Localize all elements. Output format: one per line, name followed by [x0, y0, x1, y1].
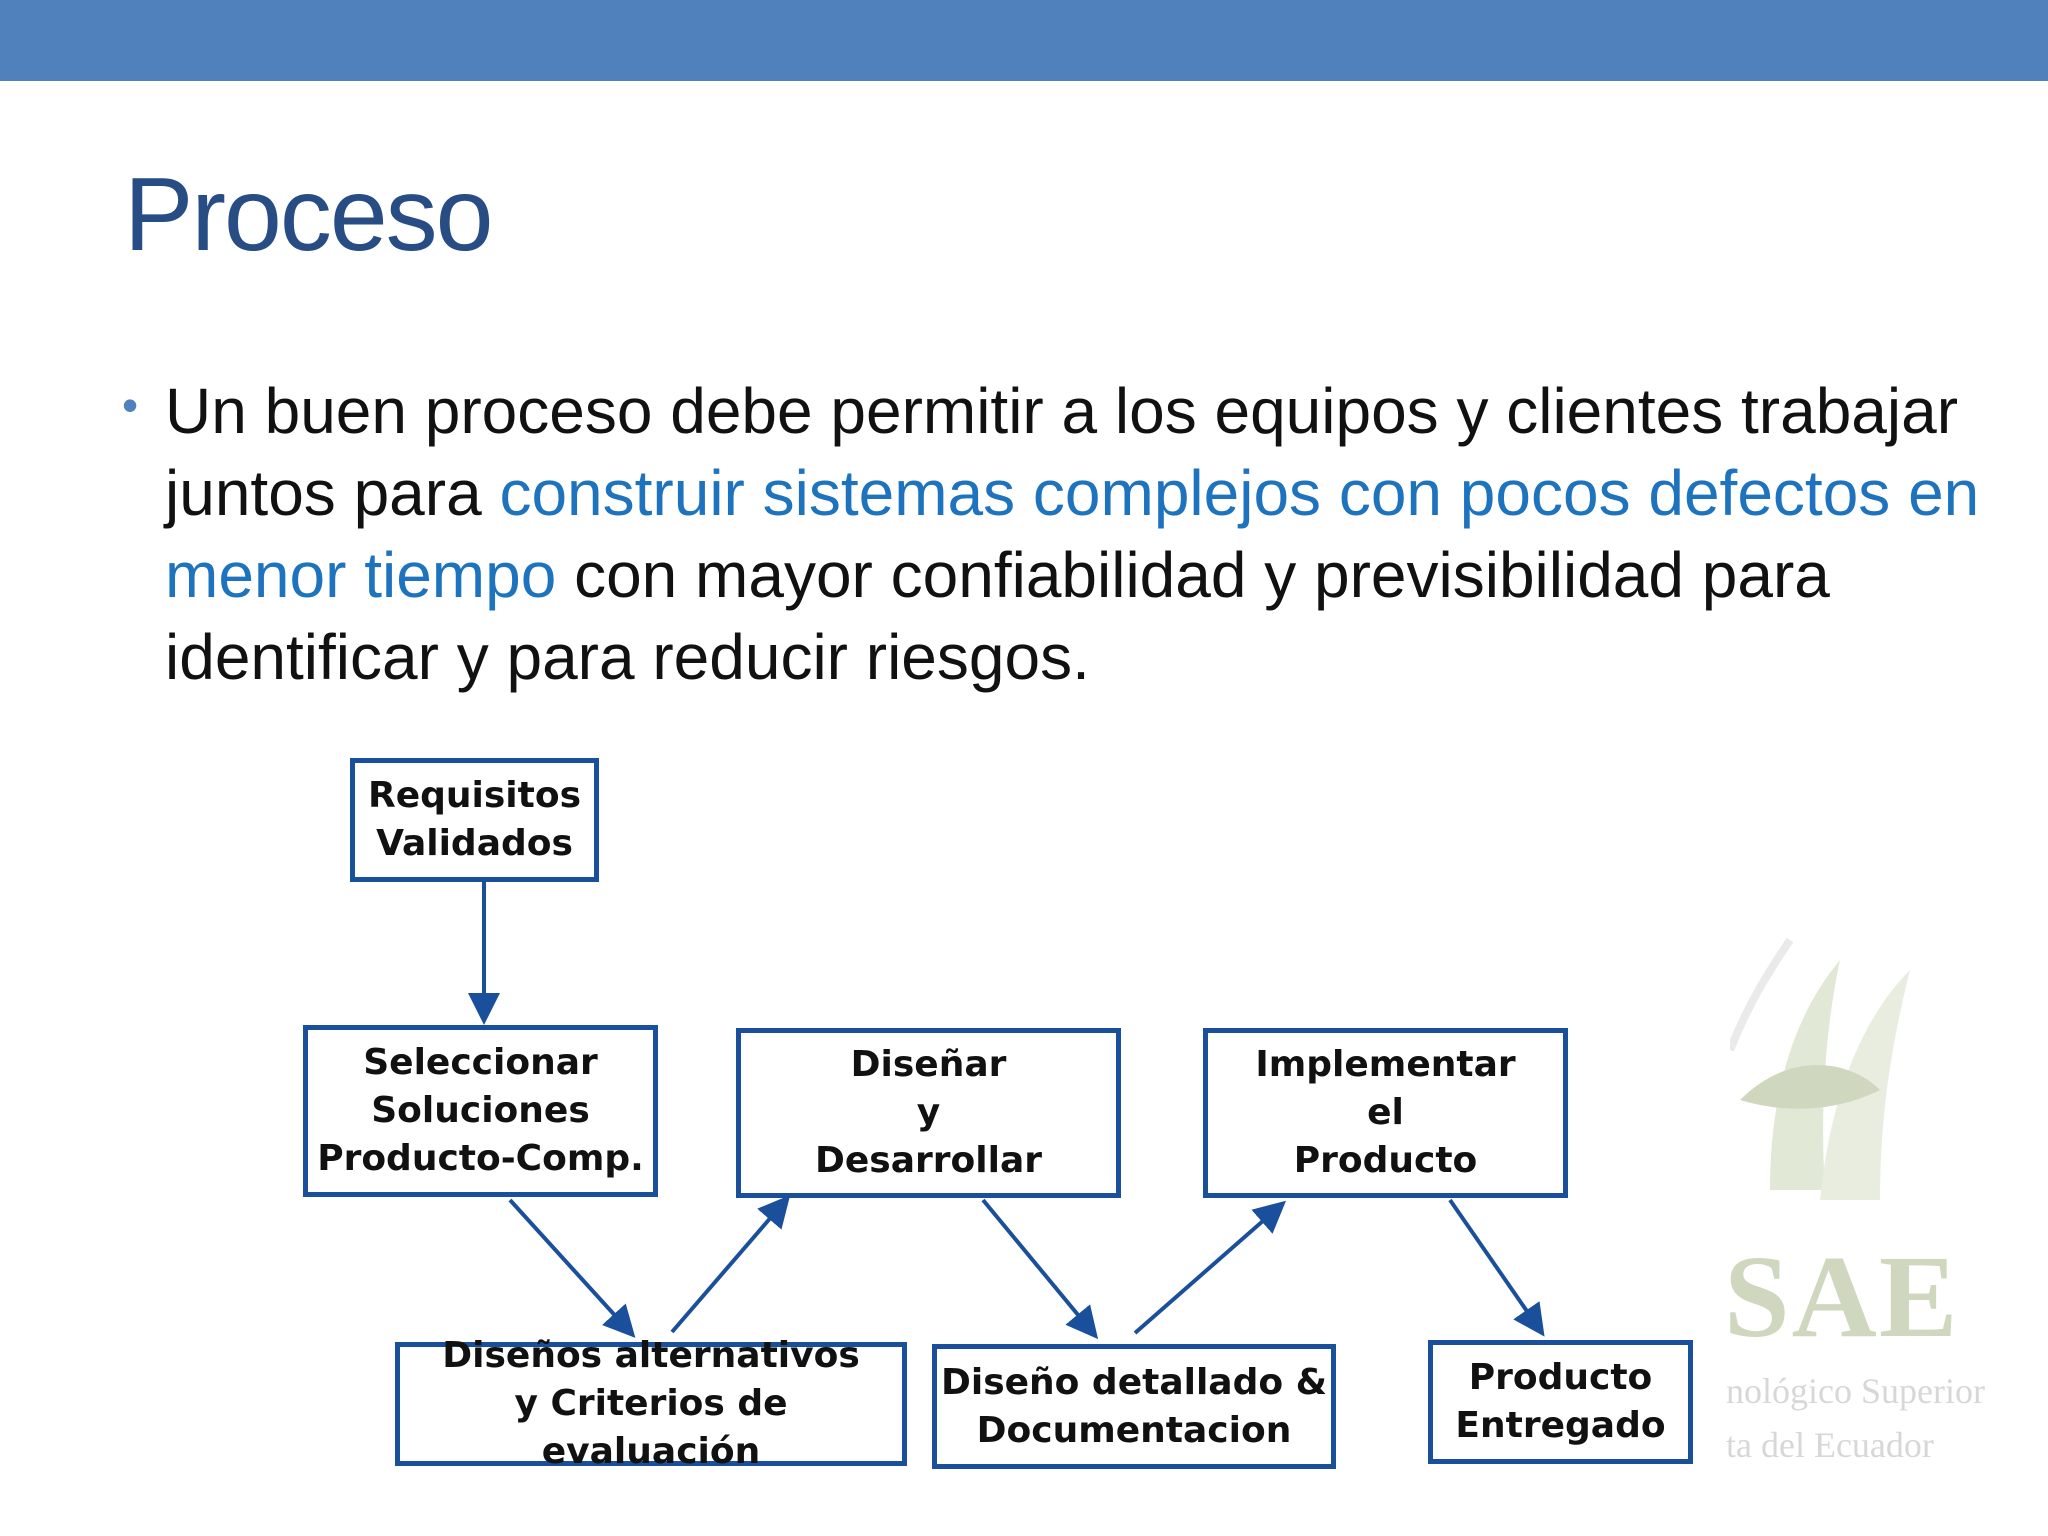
node-disenos-alternativos: Diseños alternativos y Criterios de evaluación — [395, 1342, 907, 1466]
node-seleccionar-soluciones: Seleccionar Soluciones Producto-Comp. — [303, 1025, 658, 1197]
bullet-text-part2: con mayor confiabilidad y previsibilidad para identificar y para reducir riesgos. — [165, 539, 1830, 693]
bullet-text-highlight: construir sistemas complejos con pocos defectos en menor tiempo — [165, 457, 1980, 611]
node-disenar-desarrollar: Diseñar y Desarrollar — [736, 1028, 1121, 1198]
arrow-disenar-to-detallado — [983, 1200, 1093, 1333]
leaf-logo-icon — [1730, 900, 1930, 1230]
arrow-detallado-to-implementar — [1135, 1206, 1280, 1333]
watermark-line2: ta del Ecuador — [1726, 1425, 1934, 1465]
top-accent-bar — [0, 0, 2048, 81]
watermark-sae-text: SAE — [1724, 1231, 1960, 1362]
node-diseno-detallado: Diseño detallado & Documentacion — [932, 1344, 1336, 1469]
watermark-line1: nológico Superior — [1726, 1371, 1985, 1411]
bullet-text — [165, 370, 2025, 698]
arrow-seleccionar-to-alternativos — [510, 1200, 630, 1332]
slide-title: Proceso — [124, 157, 492, 273]
node-implementar-producto: Implementar el Producto — [1203, 1028, 1568, 1198]
node-requisitos-validados: Requisitos Validados — [350, 758, 599, 882]
node-producto-entregado: Producto Entregado — [1428, 1340, 1693, 1464]
bullet-text-part1: Un buen proceso debe permitir a los equipos y clientes trabajar juntos para — [165, 375, 1958, 529]
arrow-implementar-to-entregado — [1450, 1200, 1540, 1330]
bullet-dot: • — [122, 379, 139, 431]
watermark-logo — [1720, 900, 2030, 1480]
arrow-alternativos-to-disenar — [672, 1201, 785, 1332]
